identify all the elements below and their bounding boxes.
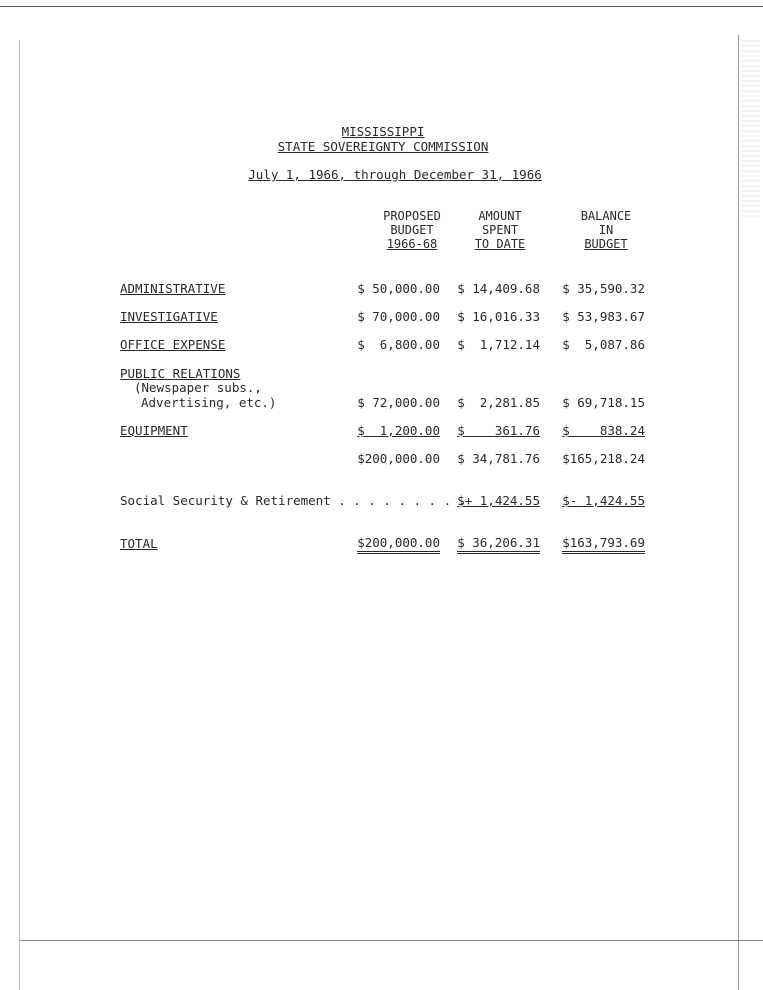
row-sublabel: Advertising, etc.) bbox=[141, 395, 277, 410]
column-header-line: 1966-68 bbox=[386, 237, 438, 251]
header-state: MISSISSIPPI bbox=[341, 124, 425, 139]
column-header-budget bbox=[372, 209, 452, 251]
row-label-equipment: EQUIPMENT bbox=[120, 423, 188, 438]
cell-budget: $ 6,800.00 bbox=[357, 337, 440, 352]
column-header-line: PROPOSED bbox=[383, 209, 441, 223]
total-balance: $163,793.69 bbox=[562, 535, 645, 554]
cell-spent: $ 1,712.14 bbox=[457, 337, 540, 352]
cell-spent: $ 14,409.68 bbox=[457, 281, 540, 296]
subtotal-budget: $200,000.00 bbox=[357, 451, 440, 466]
row-label-administrative: ADMINISTRATIVE bbox=[120, 281, 226, 296]
page-edge-left bbox=[19, 40, 20, 990]
cell-balance: $ 53,983.67 bbox=[562, 309, 645, 324]
total-budget: $200,000.00 bbox=[357, 535, 440, 554]
subtotal-balance: $165,218.24 bbox=[562, 451, 645, 466]
row-sublabel: (Newspaper subs., bbox=[134, 380, 262, 395]
cell-spent: $ 361.76 bbox=[457, 423, 540, 438]
page-edge-bottom bbox=[20, 940, 763, 941]
column-header-line: TO DATE bbox=[474, 237, 526, 251]
column-header-line: AMOUNT bbox=[478, 209, 522, 223]
column-header-line: IN bbox=[598, 223, 614, 237]
social-security-balance: $- 1,424.55 bbox=[562, 493, 645, 508]
header-commission: STATE SOVEREIGNTY COMMISSION bbox=[277, 139, 489, 154]
row-label-investigative: INVESTIGATIVE bbox=[120, 309, 218, 324]
cell-balance: $ 69,718.15 bbox=[562, 395, 645, 410]
cell-budget: $ 72,000.00 bbox=[357, 395, 440, 410]
header-period: July 1, 1966, through December 31, 1966 bbox=[248, 167, 542, 182]
page-edge-top bbox=[0, 6, 763, 7]
cell-spent: $ 16,016.33 bbox=[457, 309, 540, 324]
column-header-line: BUDGET bbox=[584, 237, 628, 251]
row-label-public-relations: PUBLIC RELATIONS bbox=[120, 366, 241, 381]
page-edge-right bbox=[738, 35, 739, 990]
column-header-line: BALANCE bbox=[580, 209, 632, 223]
cell-spent: $ 2,281.85 bbox=[457, 395, 540, 410]
social-security-label: Social Security & Retirement . . . . . . . . . bbox=[120, 493, 467, 508]
cell-balance: $ 838.24 bbox=[562, 423, 645, 438]
column-header-spent bbox=[460, 209, 540, 251]
social-security-spent: $+ 1,424.55 bbox=[457, 493, 540, 508]
row-label-office-expense: OFFICE EXPENSE bbox=[120, 337, 226, 352]
cell-balance: $ 35,590.32 bbox=[562, 281, 645, 296]
column-header-line: BUDGET bbox=[390, 223, 434, 237]
total-label: TOTAL bbox=[120, 536, 158, 551]
cell-budget: $ 70,000.00 bbox=[357, 309, 440, 324]
cell-budget: $ 50,000.00 bbox=[357, 281, 440, 296]
total-spent: $ 36,206.31 bbox=[457, 535, 540, 554]
subtotal-spent: $ 34,781.76 bbox=[457, 451, 540, 466]
scan-noise bbox=[742, 40, 760, 220]
column-header-balance bbox=[566, 209, 646, 251]
column-header-line: SPENT bbox=[481, 223, 519, 237]
cell-budget: $ 1,200.00 bbox=[357, 423, 440, 438]
cell-balance: $ 5,087.86 bbox=[562, 337, 645, 352]
